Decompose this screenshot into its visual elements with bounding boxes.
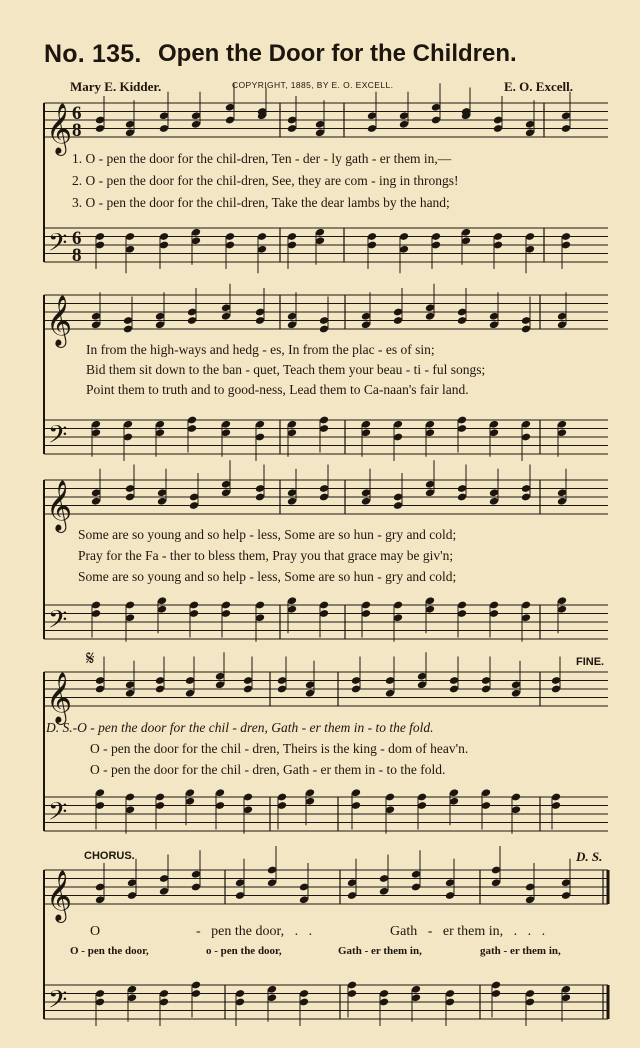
hymn-title: Open the Door for the Children. [158,40,517,67]
lyric-line: Some are so young and so help - less, Some are so hun - gry and cold; [78,569,457,584]
copyright-notice: COPYRIGHT, 1885, BY E. O. EXCELL. [232,80,394,90]
lyric-line: Point them to truth and to good-ness, Lead them to Ca-naan's fair land. [86,382,469,397]
chorus-lyric: gath - er them in, [480,945,561,957]
lyric-line: Pray for the Fa - ther to bless them, Pray you that grace may be giv'n; [78,548,454,563]
chorus-lyric: O - pen the door, [70,945,149,957]
lyric-line: 2. O - pen the door for the chil-dren, See, they are com - ing in throngs! [72,173,459,188]
fine-mark: FINE. [576,656,605,668]
time-signature-top: 6 [72,228,82,249]
chorus-lyric: - pen the door, . . [196,924,313,939]
chorus-lyric: Gath - er them in, [338,945,422,957]
treble-clef: 𝄞 [46,672,73,723]
chorus-lyric: o - pen the door, [206,945,282,957]
bass-clef: 𝄢 [48,797,68,833]
bass-clef: 𝄢 [48,420,68,456]
chorus-label: CHORUS. [84,850,135,862]
time-signature-top: 6 [72,103,82,124]
segno-sign: 𝄋 [86,648,95,670]
time-signature-bottom: 8 [72,245,82,266]
lyric-line: Some are so young and so help - less, Some are so hun - gry and cold; [78,527,457,542]
treble-clef: 𝄞 [46,870,73,921]
chorus-lyric: Gath - er them in, . . . [390,924,546,939]
lyric-line: D. S.-O - pen the door for the chil - dren, Gath - er them in - to the fold. [46,720,434,735]
bass-clef: 𝄢 [48,605,68,641]
bass-clef: 𝄢 [48,228,68,264]
lyric-line: O - pen the door for the chil - dren, Theirs is the king - dom of heav'n. [90,741,469,756]
composer-credit: E. O. Excell. [504,79,573,94]
lyric-line: 1. O - pen the door for the chil-dren, Ten - der - ly gath - er them in,— [72,151,452,166]
time-signature-bottom: 8 [72,120,82,141]
treble-clef: 𝄞 [46,480,73,531]
treble-clef: 𝄞 [46,103,73,154]
chorus-lyric: O [90,924,101,939]
lyric-line: O - pen the door for the chil - dren, Gath - er them in - to the fold. [90,762,446,777]
bass-clef: 𝄢 [48,985,68,1021]
author-credit: Mary E. Kidder. [70,79,162,94]
lyric-line: 3. O - pen the door for the chil-dren, Take the dear lambs by the hand; [72,195,450,210]
hymn-number: No. 135. [44,40,142,68]
ds-mark: D. S. [576,849,603,864]
treble-clef: 𝄞 [46,295,73,346]
lyric-line: In from the high-ways and hedg - es, In from the plac - es of sin; [86,342,435,357]
lyric-line: Bid them sit down to the ban - quet, Teach them your beau - ti - ful songs; [86,362,486,377]
